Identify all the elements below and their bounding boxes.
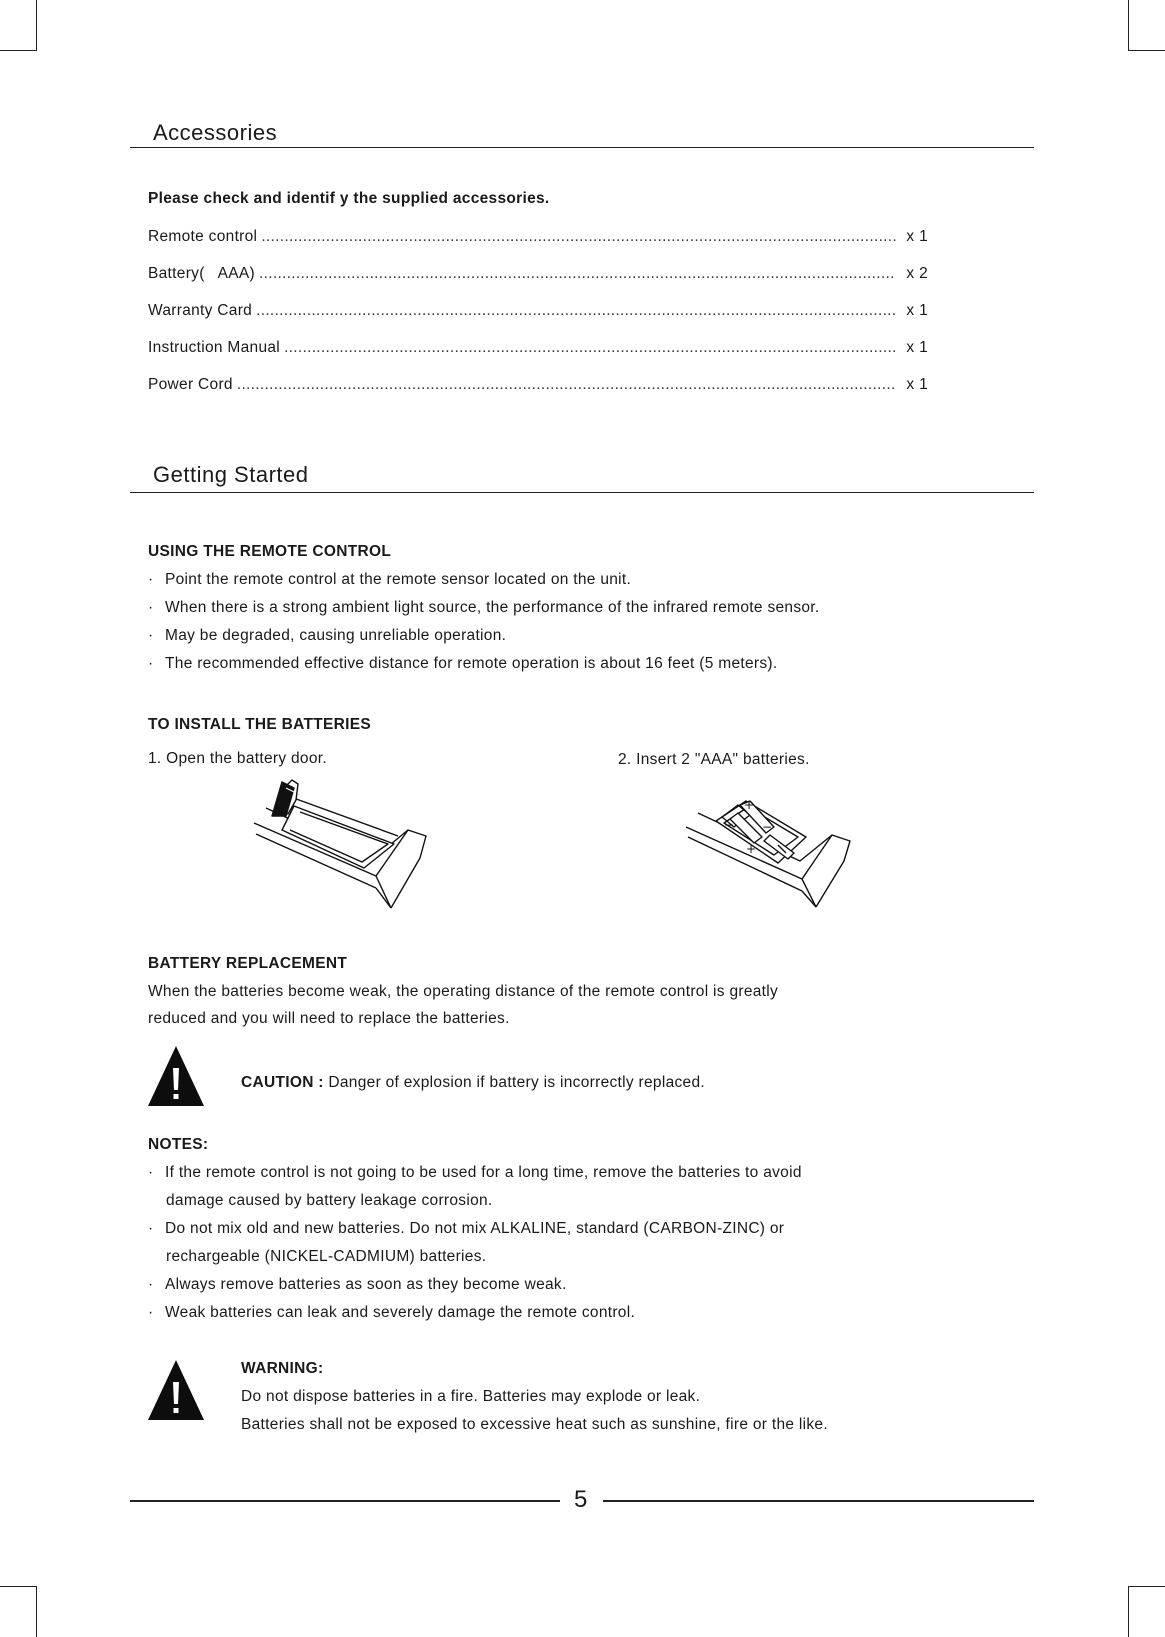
crop-mark-bottom-right <box>1128 1586 1165 1637</box>
accessory-name: Warranty Card <box>148 302 253 319</box>
bullet-dot: · <box>148 627 154 644</box>
getting-started-title: Getting Started <box>153 462 309 487</box>
note-text: Weak batteries can leak and severely damage the remote control. <box>165 1304 636 1321</box>
accessory-qty: x 1 <box>906 302 928 319</box>
caution-label: CAUTION : <box>241 1074 324 1091</box>
bullet-text: May be degraded, causing unreliable operation. <box>165 627 507 644</box>
footer-rule-right <box>603 1500 1034 1502</box>
accessory-row <box>148 339 928 357</box>
notes-heading: NOTES: <box>148 1136 209 1153</box>
leader-dots <box>237 376 896 394</box>
svg-text:−: − <box>724 818 735 832</box>
accessory-row <box>148 376 928 394</box>
svg-text:+: + <box>746 842 757 856</box>
crop-mark-top-left <box>0 0 37 51</box>
caution-message: Danger of explosion if battery is incorrectly replaced. <box>323 1074 706 1091</box>
remote-bullet <box>148 655 778 673</box>
accessories-title: Accessories <box>153 120 278 145</box>
bullet-dot: · <box>148 1304 154 1321</box>
note-text: If the remote control is not going to be used for a long time, remove the batteries to avoid <box>165 1164 802 1181</box>
bullet-text: The recommended effective distance for remote operation is about 16 feet (5 meters). <box>165 655 778 672</box>
accessory-qty: x 1 <box>906 376 928 393</box>
replacement-line-2: reduced and you will need to replace the batteries. <box>148 1010 510 1027</box>
accessories-intro: Please check and identif y the supplied accessories. <box>148 190 550 207</box>
caution-warning-triangle-icon <box>146 1044 206 1109</box>
warning-line-2: Batteries shall not be exposed to excessive heat such as sunshine, fire or the like. <box>241 1416 828 1433</box>
accessory-name: Instruction Manual <box>148 339 281 356</box>
accessory-qty: x 2 <box>906 265 928 282</box>
bullet-dot: · <box>148 571 154 588</box>
bullet-dot: · <box>148 599 154 616</box>
note-bullet <box>148 1220 784 1238</box>
svg-text:−: − <box>762 820 773 834</box>
leader-dots <box>261 228 896 246</box>
remote-bullet <box>148 627 506 645</box>
replacement-heading: BATTERY REPLACEMENT <box>148 955 348 972</box>
note-bullet <box>148 1304 635 1322</box>
getting-started-rule <box>130 492 1034 493</box>
note-text: Always remove batteries as soon as they become weak. <box>165 1276 567 1293</box>
accessory-row <box>148 302 928 320</box>
bullet-dot: · <box>148 1164 154 1181</box>
note-continuation: damage caused by battery leakage corrosion. <box>166 1192 493 1209</box>
install-step-2: 2. Insert 2 "AAA" batteries. <box>618 751 810 768</box>
remote-heading: USING THE REMOTE CONTROL <box>148 543 392 560</box>
note-bullet <box>148 1276 567 1294</box>
leader-dots <box>284 339 896 357</box>
crop-mark-top-right <box>1128 0 1165 51</box>
accessory-name: Remote control <box>148 228 258 245</box>
warning-triangle-icon <box>146 1358 206 1423</box>
accessory-row <box>148 228 928 246</box>
remote-bullet <box>148 599 820 617</box>
crop-mark-bottom-left <box>0 1586 37 1637</box>
remote-bullet <box>148 571 631 589</box>
svg-text:+: + <box>744 798 755 812</box>
install-step-1: 1. Open the battery door. <box>148 750 327 767</box>
note-text: Do not mix old and new batteries. Do not mix ALKALINE, standard (CARBON-ZINC) or <box>165 1220 785 1237</box>
warning-line-1: Do not dispose batteries in a fire. Batteries may explode or leak. <box>241 1388 701 1405</box>
accessories-rule <box>130 147 1034 148</box>
accessory-qty: x 1 <box>906 228 928 245</box>
footer-rule-left <box>130 1500 560 1502</box>
replacement-line-1: When the batteries become weak, the operating distance of the remote control is greatly <box>148 983 779 1000</box>
bullet-dot: · <box>148 1220 154 1237</box>
note-bullet <box>148 1164 802 1182</box>
remote-battery-door-open-illustration <box>248 778 438 913</box>
accessory-name: Battery( AAA) <box>148 265 256 282</box>
page-number: 5 <box>574 1486 588 1513</box>
accessory-name: Power Cord <box>148 376 233 393</box>
bullet-text: When there is a strong ambient light source, the performance of the infrared remote sensor. <box>165 599 820 616</box>
bullet-dot: · <box>148 655 154 672</box>
warning-label: WARNING: <box>241 1360 324 1377</box>
remote-insert-batteries-illustration <box>682 795 862 910</box>
install-heading: TO INSTALL THE BATTERIES <box>148 716 372 733</box>
bullet-text: Point the remote control at the remote sensor located on the unit. <box>165 571 632 588</box>
leader-dots <box>259 265 896 283</box>
note-continuation: rechargeable (NICKEL-CADMIUM) batteries. <box>166 1248 487 1265</box>
leader-dots <box>256 302 896 320</box>
accessory-row <box>148 265 928 283</box>
caution-text <box>241 1074 705 1092</box>
bullet-dot: · <box>148 1276 154 1293</box>
accessory-qty: x 1 <box>906 339 928 356</box>
